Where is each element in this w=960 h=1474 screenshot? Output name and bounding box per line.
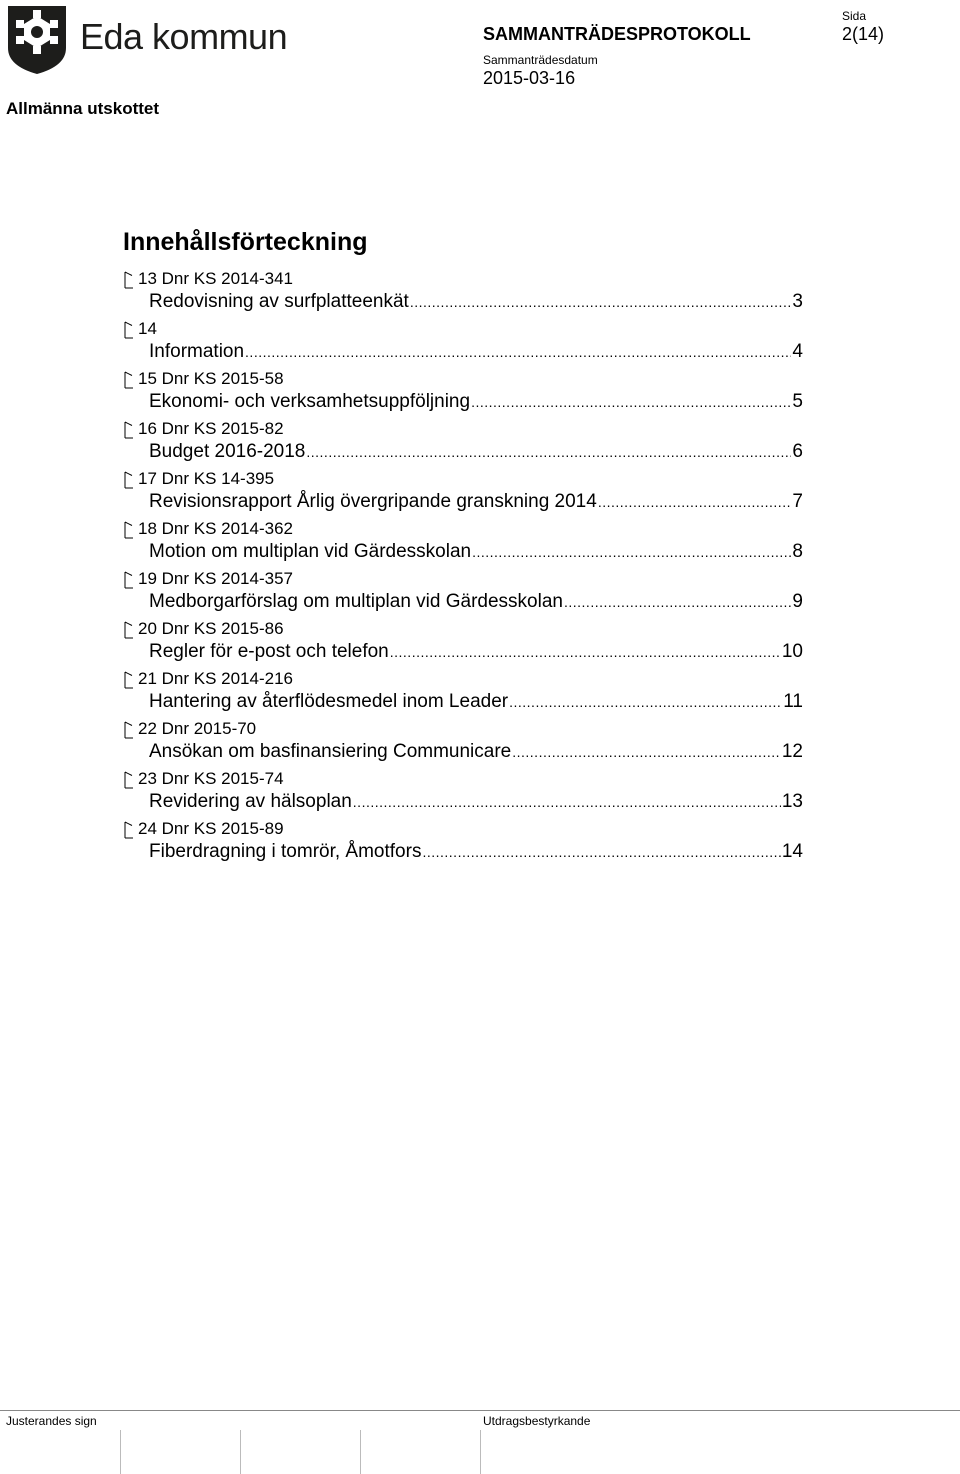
toc-marker-icon <box>123 771 134 789</box>
toc-leader-dots <box>472 541 791 563</box>
signature-box-divider <box>120 1430 121 1474</box>
toc-marker-icon <box>123 371 134 389</box>
toc-marker-icon <box>123 671 134 689</box>
toc-entry-reference: 24 Dnr KS 2015-89 <box>138 819 284 838</box>
coat-of-arms-icon <box>6 4 68 76</box>
toc-entry-title[interactable]: Ekonomi- och verksamhetsuppföljning <box>149 391 471 412</box>
toc-entry-title[interactable]: Regler för e-post och telefon <box>149 641 389 662</box>
toc-leader-dots <box>422 841 780 863</box>
table-of-contents <box>123 268 803 868</box>
signature-label: Justerandes sign <box>6 1414 97 1428</box>
toc-marker-icon <box>123 621 134 639</box>
toc-entry-page[interactable]: 3 <box>792 291 803 312</box>
toc-leader-dots <box>353 791 781 813</box>
toc-entry-title[interactable]: Medborgarförslag om multiplan vid Gärdesskolan <box>149 591 563 612</box>
page-number: 2(14) <box>842 24 885 44</box>
toc-entry[interactable] <box>123 518 803 568</box>
toc-entry-reference: 20 Dnr KS 2015-86 <box>138 619 284 638</box>
toc-entry-title[interactable]: Budget 2016-2018 <box>149 441 306 462</box>
toc-heading: Innehållsförteckning <box>123 228 368 256</box>
toc-entry[interactable] <box>123 468 803 518</box>
toc-entry[interactable] <box>123 718 803 768</box>
page-label: Sida <box>842 9 867 23</box>
toc-entry-title[interactable]: Revisionsrapport Årlig övergripande granskning 2014 <box>149 491 597 512</box>
toc-entry-page[interactable]: 7 <box>792 491 803 512</box>
toc-entry-title[interactable]: Fiberdragning i tomrör, Åmotfors <box>149 841 422 862</box>
certification-label: Utdragsbestyrkande <box>483 1414 591 1428</box>
toc-entry-reference: 16 Dnr KS 2015-82 <box>138 419 284 438</box>
toc-entry-title[interactable]: Redovisning av surfplatteenkät <box>149 291 409 312</box>
toc-entry-title[interactable]: Motion om multiplan vid Gärdesskolan <box>149 541 472 562</box>
toc-entry-reference: 21 Dnr KS 2014-216 <box>138 669 293 688</box>
toc-marker-icon <box>123 321 134 339</box>
toc-leader-dots <box>564 591 791 613</box>
toc-entry-page[interactable]: 8 <box>792 541 803 562</box>
toc-entry-page[interactable]: 11 <box>783 691 803 712</box>
toc-leader-dots <box>390 641 781 663</box>
signature-box-divider <box>240 1430 241 1474</box>
signature-box-divider <box>360 1430 361 1474</box>
toc-entry-reference: 23 Dnr KS 2015-74 <box>138 769 284 788</box>
toc-entry-page[interactable]: 6 <box>792 441 803 462</box>
meeting-date-label: Sammanträdesdatum <box>483 53 598 67</box>
toc-leader-dots <box>509 691 782 713</box>
document-type: SAMMANTRÄDESPROTOKOLL <box>483 24 751 44</box>
toc-entry-reference: 14 <box>138 319 157 338</box>
meeting-date: 2015-03-16 <box>483 68 576 88</box>
committee-name: Allmänna utskottet <box>6 99 160 118</box>
toc-leader-dots <box>512 741 781 763</box>
toc-entry[interactable] <box>123 668 803 718</box>
toc-entry[interactable] <box>123 368 803 418</box>
toc-entry-reference: 18 Dnr KS 2014-362 <box>138 519 293 538</box>
toc-entry-page[interactable]: 14 <box>781 841 803 862</box>
toc-entry[interactable] <box>123 818 803 868</box>
toc-marker-icon <box>123 421 134 439</box>
toc-marker-icon <box>123 721 134 739</box>
toc-entry-reference: 15 Dnr KS 2015-58 <box>138 369 284 388</box>
signature-box-divider <box>480 1430 481 1474</box>
toc-entry-page[interactable]: 12 <box>781 741 803 762</box>
toc-entry-reference: 13 Dnr KS 2014-341 <box>138 269 293 288</box>
toc-marker-icon <box>123 271 134 289</box>
toc-entry[interactable] <box>123 618 803 668</box>
toc-entry-reference: 17 Dnr KS 14-395 <box>138 469 275 488</box>
toc-entry[interactable] <box>123 318 803 368</box>
toc-entry-title[interactable]: Revidering av hälsoplan <box>149 791 352 812</box>
toc-entry-reference: 19 Dnr KS 2014-357 <box>138 569 293 588</box>
toc-entry[interactable] <box>123 768 803 818</box>
toc-entry-page[interactable]: 5 <box>792 391 803 412</box>
toc-entry-title[interactable]: Hantering av återflödesmedel inom Leader <box>149 691 509 712</box>
footer-divider <box>0 1410 960 1411</box>
toc-entry-page[interactable]: 4 <box>792 341 803 362</box>
toc-entry[interactable] <box>123 418 803 468</box>
org-name: Eda kommun <box>80 16 288 57</box>
toc-entry-page[interactable]: 10 <box>781 641 803 662</box>
toc-entry-page[interactable]: 13 <box>781 791 803 812</box>
toc-leader-dots <box>410 291 792 313</box>
toc-entry[interactable] <box>123 268 803 318</box>
toc-entry-title[interactable]: Information <box>149 341 245 362</box>
toc-marker-icon <box>123 471 134 489</box>
toc-entry-page[interactable]: 9 <box>792 591 803 612</box>
toc-leader-dots <box>471 391 791 413</box>
toc-entry-reference: 22 Dnr 2015-70 <box>138 719 257 738</box>
toc-leader-dots <box>598 491 792 513</box>
toc-leader-dots <box>245 341 791 363</box>
toc-entry[interactable] <box>123 568 803 618</box>
toc-marker-icon <box>123 821 134 839</box>
toc-entry-title[interactable]: Ansökan om basfinansiering Communicare <box>149 741 512 762</box>
toc-marker-icon <box>123 571 134 589</box>
toc-marker-icon <box>123 521 134 539</box>
toc-leader-dots <box>306 441 791 463</box>
org-logo <box>6 4 287 76</box>
